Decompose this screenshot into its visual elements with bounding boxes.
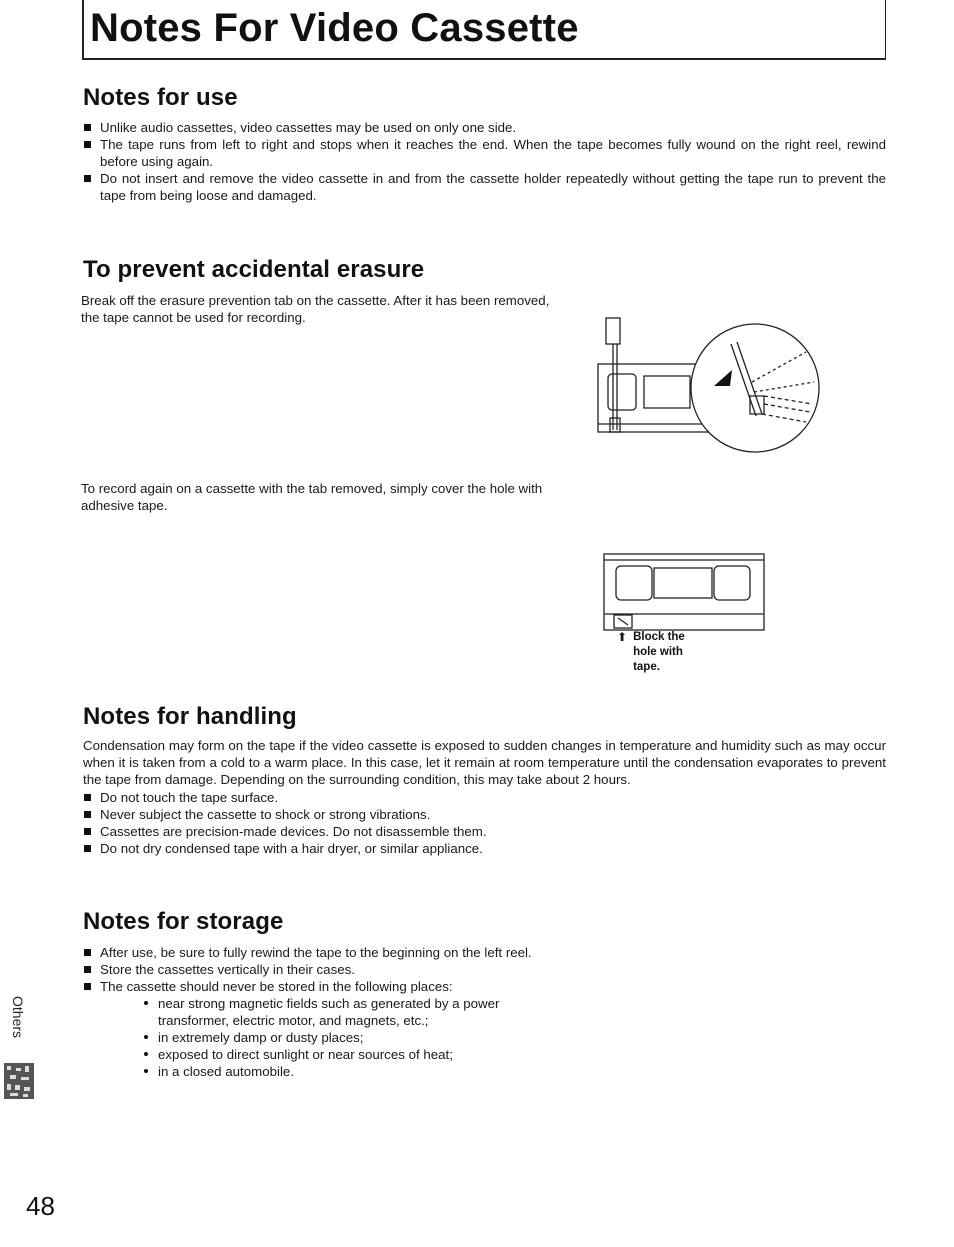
storage-list — [83, 944, 886, 995]
sub-list-item: in a closed automobile. — [141, 1063, 556, 1080]
notes-for-use-list — [83, 119, 886, 204]
list-item: Do not touch the tape surface. — [83, 789, 886, 806]
cassette-tape-cover-illustration — [596, 552, 768, 632]
list-item: Never subject the cassette to shock or strong vibrations. — [83, 806, 886, 823]
storage-sublist — [141, 995, 556, 1080]
sub-list-item: near strong magnetic fields such as generated by a power transformer, electric motor, and magnets, etc.; — [141, 995, 556, 1029]
list-item: Cassettes are precision-made devices. Do not disassemble them. — [83, 823, 886, 840]
heading-notes-for-use: Notes for use — [83, 84, 238, 111]
up-arrow-icon: ⬆ — [617, 630, 628, 644]
heading-prevent-erasure: To prevent accidental erasure — [83, 256, 425, 283]
sub-list-item: exposed to direct sunlight or near sources of heat; — [141, 1046, 556, 1063]
heading-notes-for-handling: Notes for handling — [83, 703, 297, 730]
cassette-tab-removal-illustration — [592, 312, 822, 458]
list-item: Do not dry condensed tape with a hair dryer, or similar appliance. — [83, 840, 886, 857]
heading-notes-for-storage: Notes for storage — [83, 908, 284, 935]
handling-intro: Condensation may form on the tape if the video cassette is exposed to sudden changes in temperature and humidity such as may occur when it is taken from a cold to a warm place. In this case, let it remain at room temperature until the condensation evaporates to prevent the tape from damage. Depending on the surrounding condition, this may take about 2 hours. — [83, 738, 886, 787]
block-hole-caption: Block the hole with tape. — [633, 631, 685, 673]
caption-block — [617, 630, 703, 675]
sub-list-item: in extremely damp or dusty places; — [141, 1029, 556, 1046]
handling-list — [83, 789, 886, 857]
list-item: The tape runs from left to right and stops when it reaches the end. When the tape becomes fully wound on the right reel, rewind before using again. — [83, 136, 886, 170]
list-item: Store the cassettes vertically in their cases. — [83, 961, 886, 978]
list-item: The cassette should never be stored in the following places: — [83, 978, 886, 995]
page-title: Notes For Video Cassette — [90, 6, 579, 50]
erasure-paragraph-1: Break off the erasure prevention tab on the cassette. After it has been removed, the tape cannot be used for recording. — [81, 293, 550, 325]
page-number: 48 — [26, 1191, 55, 1221]
side-tab-label: Others — [10, 996, 26, 1039]
list-item: Unlike audio cassettes, video cassettes may be used on only one side. — [83, 119, 886, 136]
list-item: Do not insert and remove the video cassette in and from the cassette holder repeatedly without getting the tape run to prevent the tape from being loose and damaged. — [83, 170, 886, 204]
erasure-paragraph-2: To record again on a cassette with the tab removed, simply cover the hole with adhesive tape. — [81, 481, 543, 513]
section-marker-icon — [4, 1063, 34, 1099]
list-item: After use, be sure to fully rewind the tape to the beginning on the left reel. — [83, 944, 886, 961]
